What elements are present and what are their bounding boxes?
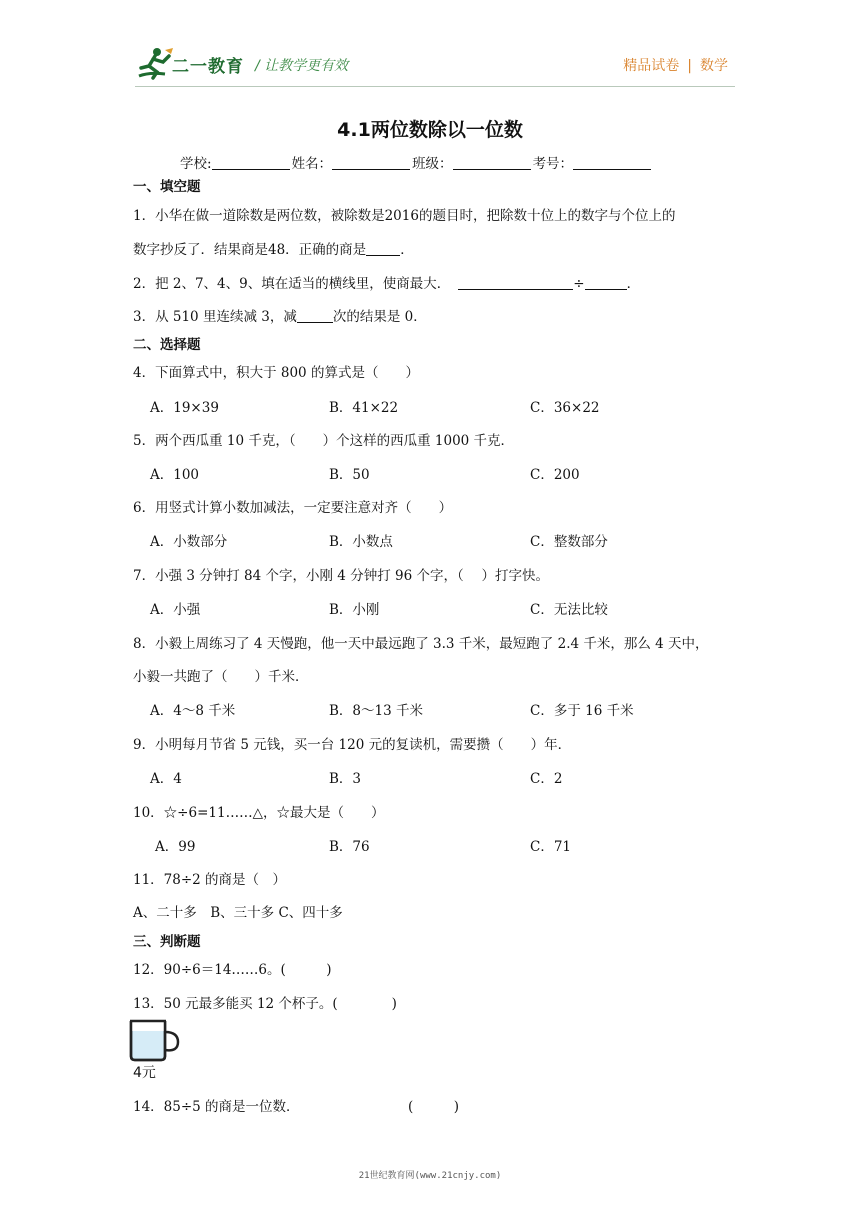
question-11: 11．78÷2 的商是（ ） bbox=[133, 872, 287, 888]
question-1-line-1: 1．小华在做一道除数是两位数，被除数是2016的题目时，把除数十位上的数字与个位上的 bbox=[133, 208, 676, 224]
question-4-option-b[interactable]: B．41×22 bbox=[329, 400, 399, 416]
header-separator: | bbox=[687, 58, 692, 74]
question-10-option-b[interactable]: B．76 bbox=[329, 839, 370, 855]
page-header bbox=[0, 0, 860, 90]
question-14 bbox=[133, 1095, 300, 1115]
question-2 bbox=[133, 272, 640, 292]
question-3 bbox=[133, 305, 427, 325]
question-12: 12．90÷6＝14……6。( ) bbox=[133, 962, 332, 978]
question-11-options[interactable]: A、二十多 B、三十多 C、四十多 bbox=[133, 905, 343, 921]
header-category-left: 精品试卷 bbox=[623, 58, 680, 74]
question-6-option-c[interactable]: C．整数部分 bbox=[530, 534, 608, 550]
question-10-option-c[interactable]: C．71 bbox=[530, 839, 572, 855]
question-8-option-c[interactable]: C．多于 16 千米 bbox=[530, 703, 634, 719]
question-7-option-b[interactable]: B．小刚 bbox=[329, 602, 380, 618]
name-label: 姓名： bbox=[291, 156, 333, 172]
school-blank bbox=[212, 155, 290, 170]
question-9-option-b[interactable]: B．3 bbox=[329, 771, 362, 787]
class-label: 班级： bbox=[412, 156, 453, 172]
question-6-option-b[interactable]: B．小数点 bbox=[329, 534, 393, 550]
section-true-false: 三、判断题 bbox=[133, 934, 201, 950]
cup-price-label: 4元 bbox=[133, 1065, 156, 1081]
question-3-end: 次的结果是 0． bbox=[332, 309, 427, 325]
question-8-option-b[interactable]: B．8～13 千米 bbox=[329, 703, 423, 719]
question-8-line-2: 小毅一共跑了（ ）千米． bbox=[133, 669, 309, 685]
question-2-end: ． bbox=[626, 276, 641, 292]
question-14-answer-paren[interactable]: ( ) bbox=[408, 1099, 460, 1115]
question-9: 9．小明每月节省 5 元钱，买一台 120 元的复读机，需要攒（ ）年． bbox=[133, 737, 572, 753]
header-category bbox=[623, 55, 728, 75]
question-13: 13．50 元最多能买 12 个杯子。( ) bbox=[133, 996, 397, 1012]
student-info-line bbox=[180, 152, 653, 172]
question-10-option-a[interactable]: A．99 bbox=[155, 839, 196, 855]
name-blank bbox=[332, 155, 410, 170]
cup-icon bbox=[128, 1018, 180, 1063]
question-7: 7．小强 3 分钟打 84 个字，小刚 4 分钟打 96 个字，（ ）打字快。 bbox=[133, 568, 549, 584]
question-5: 5．两个西瓜重 10 千克，（ ）个这样的西瓜重 1000 千克． bbox=[133, 433, 515, 449]
slogan: / 让教学更有效 bbox=[255, 58, 349, 74]
question-3-text: 3．从 510 里连续减 3，减 bbox=[133, 309, 297, 325]
question-1-blank[interactable] bbox=[366, 241, 400, 256]
question-2-text: 2．把 2、7、4、9、填在适当的横线里，使商最大． bbox=[133, 276, 451, 292]
question-8-line-1: 8．小毅上周练习了 4 天慢跑，他一天中最远跑了 3.3 千米，最短跑了 2.4 千米，那么 4 天中， bbox=[133, 636, 709, 652]
question-5-option-b[interactable]: B．50 bbox=[329, 467, 370, 483]
logo-text: 二一教育 bbox=[172, 57, 244, 77]
question-4-option-a[interactable]: A．19×39 bbox=[150, 400, 219, 416]
question-9-option-c[interactable]: C．2 bbox=[530, 771, 563, 787]
question-7-option-c[interactable]: C．无法比较 bbox=[530, 602, 608, 618]
question-1-line-2 bbox=[133, 238, 414, 258]
school-label: 学校: bbox=[180, 156, 212, 172]
question-3-blank[interactable] bbox=[297, 308, 333, 323]
question-2-divide-sign: ÷ bbox=[573, 276, 585, 292]
section-multiple-choice: 二、选择题 bbox=[133, 337, 201, 353]
question-2-dividend-blank[interactable] bbox=[458, 275, 573, 290]
section-fill-blank: 一、填空题 bbox=[133, 179, 201, 195]
question-7-option-a[interactable]: A．小强 bbox=[150, 602, 201, 618]
question-8-option-a[interactable]: A．4～8 千米 bbox=[150, 703, 236, 719]
header-divider bbox=[135, 86, 735, 87]
question-6-option-a[interactable]: A．小数部分 bbox=[150, 534, 228, 550]
page-footer: 21世纪教育网(www.21cnjy.com) bbox=[358, 1171, 502, 1181]
header-category-right: 数学 bbox=[700, 58, 728, 74]
question-5-option-c[interactable]: C．200 bbox=[530, 467, 580, 483]
exam-no-blank bbox=[573, 155, 651, 170]
question-1-end: ． bbox=[400, 242, 414, 258]
exam-no-label: 考号： bbox=[532, 156, 574, 172]
question-14-text: 14．85÷5 的商是一位数． bbox=[133, 1099, 300, 1115]
question-6: 6．用竖式计算小数加减法，一定要注意对齐（ ） bbox=[133, 500, 453, 516]
class-blank bbox=[453, 155, 531, 170]
question-1-text: 数字抄反了．结果商是48．正确的商是 bbox=[133, 242, 367, 258]
page-title: 4.1两位数除以一位数 bbox=[337, 119, 523, 141]
question-5-option-a[interactable]: A．100 bbox=[150, 467, 200, 483]
question-4: 4．下面算式中，积大于 800 的算式是（ ） bbox=[133, 365, 419, 381]
question-2-divisor-blank[interactable] bbox=[585, 275, 627, 290]
question-4-option-c[interactable]: C．36×22 bbox=[530, 400, 600, 416]
question-10: 10．☆÷6=11……△，☆最大是（ ） bbox=[133, 805, 385, 821]
question-9-option-a[interactable]: A．4 bbox=[150, 771, 182, 787]
